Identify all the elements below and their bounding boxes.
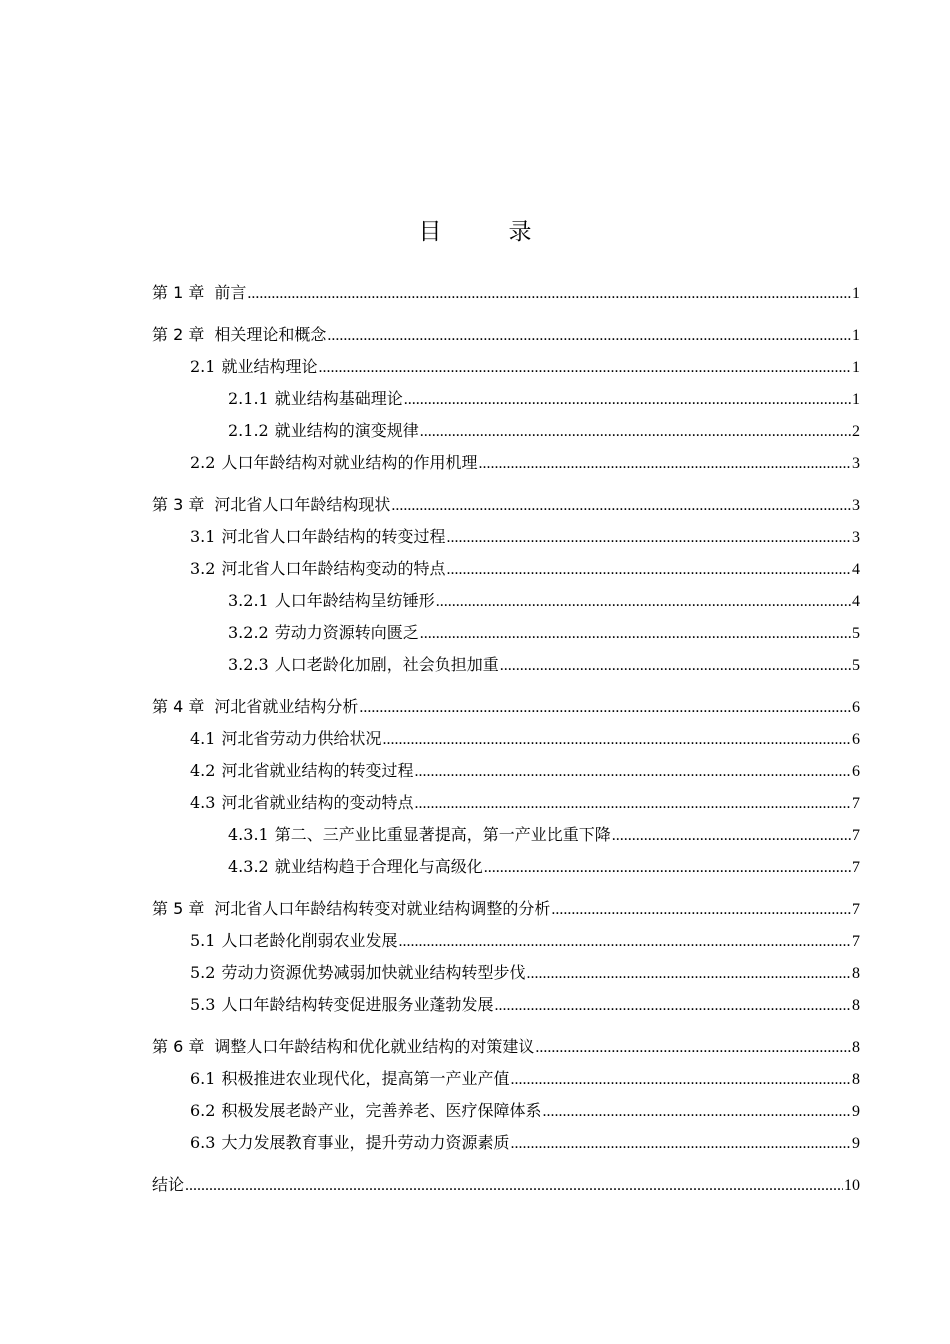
- toc-entry-title: 积极发展老龄产业，完善养老、医疗保障体系: [221, 1101, 542, 1120]
- toc-entry-title: 相关理论和概念: [214, 325, 327, 344]
- toc-entry-page: 6: [852, 731, 860, 748]
- toc-entry-page: 2: [852, 423, 860, 440]
- toc-entry-4-1[interactable]: [152, 727, 860, 759]
- toc-entry-page: 6: [852, 699, 860, 716]
- toc-entry-page: 3: [852, 455, 860, 472]
- toc-entry-conclusion[interactable]: [152, 1173, 860, 1205]
- dot-leader: [494, 994, 851, 1018]
- dot-leader: [420, 420, 851, 444]
- toc-entry-page: 7: [852, 933, 860, 950]
- toc-entry-number: 6.2: [190, 1101, 216, 1120]
- dot-leader: [247, 282, 851, 306]
- page-title: 目 录: [418, 219, 554, 245]
- toc-entry-number: 2.2: [190, 453, 216, 472]
- dot-leader: [484, 856, 851, 880]
- toc-entry-title: 积极推进农业现代化，提高第一产业产值: [221, 1069, 510, 1088]
- toc-entry-number: 3.1: [190, 527, 216, 546]
- toc-entry-6-1[interactable]: [152, 1067, 860, 1099]
- dot-leader: [398, 930, 851, 954]
- dot-leader: [414, 792, 851, 816]
- toc-entry-4-3[interactable]: [152, 791, 860, 823]
- toc-entry-5-1[interactable]: [152, 929, 860, 961]
- toc-entry-3-1[interactable]: [152, 525, 860, 557]
- toc-entry-title: 第二、三产业比重显著提高，第一产业比重下降: [274, 825, 611, 844]
- toc-entry-chapter-1[interactable]: [152, 281, 860, 313]
- toc-entry-2-1[interactable]: [152, 355, 860, 387]
- toc-entry-page: 5: [852, 657, 860, 674]
- toc-entry-page: 3: [852, 497, 860, 514]
- toc-entry-title: 河北省人口年龄结构变动的特点: [221, 559, 446, 578]
- toc-entry-title: 人口年龄结构呈纺锤形: [274, 591, 435, 610]
- dot-leader: [446, 558, 851, 582]
- toc-entry-page: 8: [852, 1071, 860, 1088]
- toc-entry-number: 6.3: [190, 1133, 216, 1152]
- toc-entry-number: 第 2 章: [152, 325, 205, 344]
- toc-entry-page: 1: [852, 285, 860, 302]
- dot-leader: [185, 1174, 843, 1198]
- dot-leader: [359, 696, 851, 720]
- toc-entry-3-2-1[interactable]: [152, 589, 860, 621]
- dot-leader: [535, 1036, 851, 1060]
- toc-entry-page: 6: [852, 763, 860, 780]
- toc-entry-number: 3.2.3: [228, 655, 269, 674]
- toc-entry-3-2[interactable]: [152, 557, 860, 589]
- toc-entry-title: 人口老龄化削弱农业发展: [221, 931, 398, 950]
- toc-entry-4-3-1[interactable]: [152, 823, 860, 855]
- toc-entry-title: 人口年龄结构对就业结构的作用机理: [221, 453, 478, 472]
- toc-entry-page: 4: [852, 561, 860, 578]
- dot-leader: [478, 452, 851, 476]
- toc-entry-page: 8: [852, 1039, 860, 1056]
- toc-entry-number: 4.3.2: [228, 857, 269, 876]
- toc-entry-page: 9: [852, 1103, 860, 1120]
- toc-entry-page: 10: [844, 1177, 860, 1194]
- toc-entry-title: 结论: [152, 1175, 185, 1194]
- toc-entry-title: 河北省就业结构分析: [214, 697, 359, 716]
- toc-entry-number: 第 1 章: [152, 283, 205, 302]
- toc-entry-number: 2.1.2: [228, 421, 269, 440]
- table-of-contents: [152, 281, 860, 1205]
- toc-entry-page: 7: [852, 827, 860, 844]
- toc-entry-page: 1: [852, 391, 860, 408]
- toc-entry-title: 劳动力资源优势减弱加快就业结构转型步伐: [221, 963, 526, 982]
- toc-entry-title: 河北省就业结构的转变过程: [221, 761, 414, 780]
- toc-entry-title: 就业结构基础理论: [274, 389, 403, 408]
- toc-entry-title: 就业结构趋于合理化与高级化: [274, 857, 483, 876]
- toc-entry-page: 7: [852, 859, 860, 876]
- toc-entry-number: 5.2: [190, 963, 216, 982]
- toc-entry-number: 4.2: [190, 761, 216, 780]
- toc-entry-number: 第 4 章: [152, 697, 205, 716]
- dot-leader: [391, 494, 851, 518]
- dot-leader: [510, 1068, 851, 1092]
- toc-entry-number: 3.2: [190, 559, 216, 578]
- toc-entry-title: 河北省人口年龄结构转变对就业结构调整的分析: [214, 899, 551, 918]
- dot-leader: [526, 962, 851, 986]
- toc-entry-page: 1: [852, 327, 860, 344]
- toc-entry-4-2[interactable]: [152, 759, 860, 791]
- toc-entry-number: 4.1: [190, 729, 216, 748]
- toc-entry-number: 第 3 章: [152, 495, 205, 514]
- dot-leader: [551, 898, 851, 922]
- toc-entry-title: 河北省劳动力供给状况: [221, 729, 382, 748]
- dot-leader: [510, 1132, 851, 1156]
- toc-entry-2-1-2[interactable]: [152, 419, 860, 451]
- dot-leader: [612, 824, 851, 848]
- toc-entry-page: 4: [852, 593, 860, 610]
- dot-leader: [500, 654, 851, 678]
- toc-entry-3-2-2[interactable]: [152, 621, 860, 653]
- toc-entry-page: 5: [852, 625, 860, 642]
- toc-entry-title: 前言: [214, 283, 247, 302]
- toc-entry-6-3[interactable]: [152, 1131, 860, 1163]
- toc-entry-title: 劳动力资源转向匮乏: [274, 623, 419, 642]
- toc-entry-page: 8: [852, 965, 860, 982]
- toc-entry-5-3[interactable]: [152, 993, 860, 1025]
- dot-leader: [446, 526, 851, 550]
- toc-entry-title: 就业结构理论: [221, 357, 318, 376]
- dot-leader: [318, 356, 851, 380]
- toc-entry-number: 3.2.1: [228, 591, 269, 610]
- toc-entry-title: 大力发展教育事业，提升劳动力资源素质: [221, 1133, 510, 1152]
- toc-entry-number: 5.1: [190, 931, 216, 950]
- dot-leader: [420, 622, 851, 646]
- toc-entry-chapter-2[interactable]: [152, 323, 860, 355]
- dot-leader: [436, 590, 851, 614]
- toc-entry-3-2-3[interactable]: [152, 653, 860, 685]
- toc-entry-number: 第 6 章: [152, 1037, 205, 1056]
- toc-entry-title: 人口老龄化加剧，社会负担加重: [274, 655, 499, 674]
- toc-entry-page: 3: [852, 529, 860, 546]
- toc-entry-number: 6.1: [190, 1069, 216, 1088]
- toc-entry-number: 2.1: [190, 357, 216, 376]
- dot-leader: [404, 388, 851, 412]
- toc-entry-4-3-2[interactable]: [152, 855, 860, 887]
- toc-entry-page: 7: [852, 901, 860, 918]
- toc-entry-2-2[interactable]: [152, 451, 860, 483]
- toc-entry-page: 8: [852, 997, 860, 1014]
- toc-entry-number: 第 5 章: [152, 899, 205, 918]
- toc-entry-title: 调整人口年龄结构和优化就业结构的对策建议: [214, 1037, 535, 1056]
- toc-entry-page: 9: [852, 1135, 860, 1152]
- toc-entry-title: 就业结构的演变规律: [274, 421, 419, 440]
- toc-entry-number: 3.2.2: [228, 623, 269, 642]
- toc-entry-number: 2.1.1: [228, 389, 269, 408]
- toc-entry-2-1-1[interactable]: [152, 387, 860, 419]
- toc-entry-6-2[interactable]: [152, 1099, 860, 1131]
- dot-leader: [542, 1100, 851, 1124]
- toc-entry-title: 河北省人口年龄结构的转变过程: [221, 527, 446, 546]
- toc-entry-chapter-3[interactable]: [152, 493, 860, 525]
- toc-entry-title: 河北省人口年龄结构现状: [214, 495, 391, 514]
- toc-entry-number: 5.3: [190, 995, 216, 1014]
- toc-entry-title: 河北省就业结构的变动特点: [221, 793, 414, 812]
- toc-entry-number: 4.3: [190, 793, 216, 812]
- toc-entry-page: 7: [852, 795, 860, 812]
- toc-entry-chapter-4[interactable]: [152, 695, 860, 727]
- dot-leader: [382, 728, 851, 752]
- dot-leader: [414, 760, 851, 784]
- toc-entry-chapter-6[interactable]: [152, 1035, 860, 1067]
- toc-entry-title: 人口年龄结构转变促进服务业蓬勃发展: [221, 995, 494, 1014]
- toc-entry-chapter-5[interactable]: [152, 897, 860, 929]
- toc-entry-number: 4.3.1: [228, 825, 269, 844]
- dot-leader: [327, 324, 851, 348]
- toc-entry-5-2[interactable]: [152, 961, 860, 993]
- toc-entry-page: 1: [852, 359, 860, 376]
